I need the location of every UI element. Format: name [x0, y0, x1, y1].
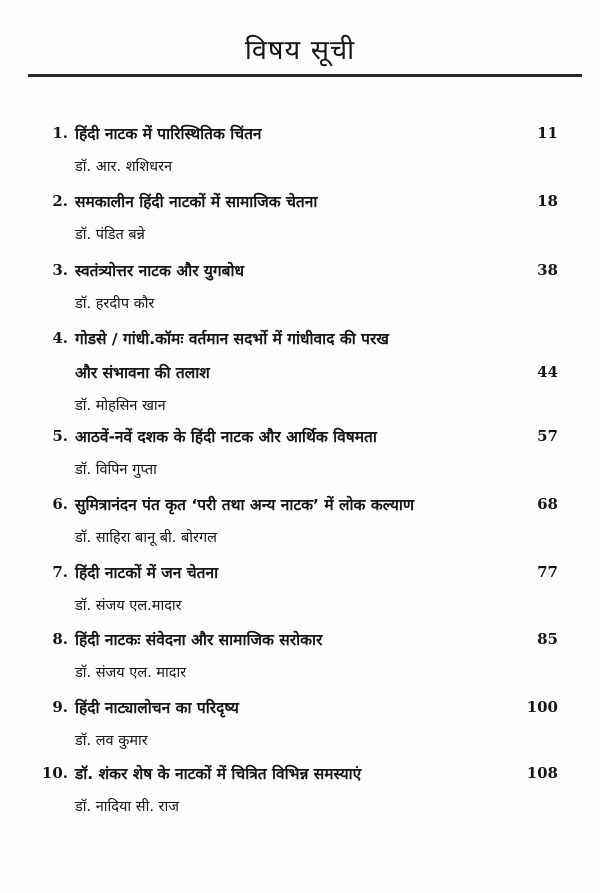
entry-title: सुमित्रानंदन पंत कृत ‘परी तथा अन्य नाटक’ में लोक कल्याण — [75, 496, 415, 514]
entry-title: और संभावना की तलाश — [75, 364, 210, 382]
entry-author: डॉ. संजय एल. मादार — [75, 665, 187, 681]
entry-author: डॉ. विपिन गुप्ता — [75, 462, 157, 478]
entry-number: 9. — [52, 698, 68, 716]
entry-number: 6. — [52, 495, 68, 513]
entry-title: डॉ. शंकर शेष के नाटकों में चित्रित विभिन्न समस्याएं — [75, 765, 362, 783]
entry-author: डॉ. पंडित बन्ने — [75, 227, 145, 243]
entry-title: गोडसे / गांधी.कॉमः वर्तमान सदर्भो में गांधीवाद की परख — [75, 330, 389, 348]
entry-title: आठवें-नवें दशक के हिंदी नाटक और आर्थिक विषमता — [75, 428, 377, 446]
entry-page-number: 44 — [537, 363, 558, 381]
entry-number: 3. — [52, 261, 68, 279]
entry-author: डॉ. मोहसिन खान — [75, 398, 166, 414]
entry-author: डॉ. हरदीप कौर — [75, 296, 155, 312]
entry-title: स्वतंत्र्योत्तर नाटक और युगबोध — [75, 262, 245, 280]
entry-author: डॉ. लव कुमार — [75, 733, 148, 749]
entry-page-number: 57 — [537, 427, 558, 445]
entry-page-number: 85 — [537, 630, 558, 648]
entry-number: 1. — [52, 124, 68, 142]
entry-title: हिंदी नाट्यालोचन का परिदृष्य — [75, 699, 239, 717]
entry-title: हिंदी नाटक में पारिस्थितिक चिंतन — [75, 125, 262, 143]
entry-page-number: 108 — [526, 764, 558, 782]
entry-number: 4. — [52, 329, 68, 347]
entry-page-number: 77 — [537, 563, 558, 581]
entry-number: 10. — [41, 764, 68, 782]
entry-author: डॉ. आर. शशिधरन — [75, 159, 173, 175]
entry-author: डॉ. संजय एल.मादार — [75, 598, 182, 614]
entry-page-number: 11 — [537, 124, 558, 142]
entry-number: 8. — [52, 630, 68, 648]
page-title: विषय सूची — [244, 35, 356, 66]
entry-number: 7. — [52, 563, 68, 581]
entry-author: डॉ. नादिया सी. राज — [75, 799, 179, 815]
entry-page-number: 68 — [537, 495, 558, 513]
entry-page-number: 18 — [537, 192, 558, 210]
entry-title: हिंदी नाटकों में जन चेतना — [75, 564, 219, 582]
entry-number: 2. — [52, 192, 68, 210]
entry-page-number: 38 — [537, 261, 558, 279]
entry-number: 5. — [52, 427, 68, 445]
entry-title: हिंदी नाटकः संवेदना और सामाजिक सरोकार — [75, 631, 323, 649]
title-divider — [28, 74, 582, 77]
entry-title: समकालीन हिंदी नाटकों में सामाजिक चेतना — [75, 193, 318, 211]
entry-author: डॉ. साहिरा बानू बी. बोरगल — [75, 530, 217, 546]
entry-page-number: 100 — [526, 698, 558, 716]
